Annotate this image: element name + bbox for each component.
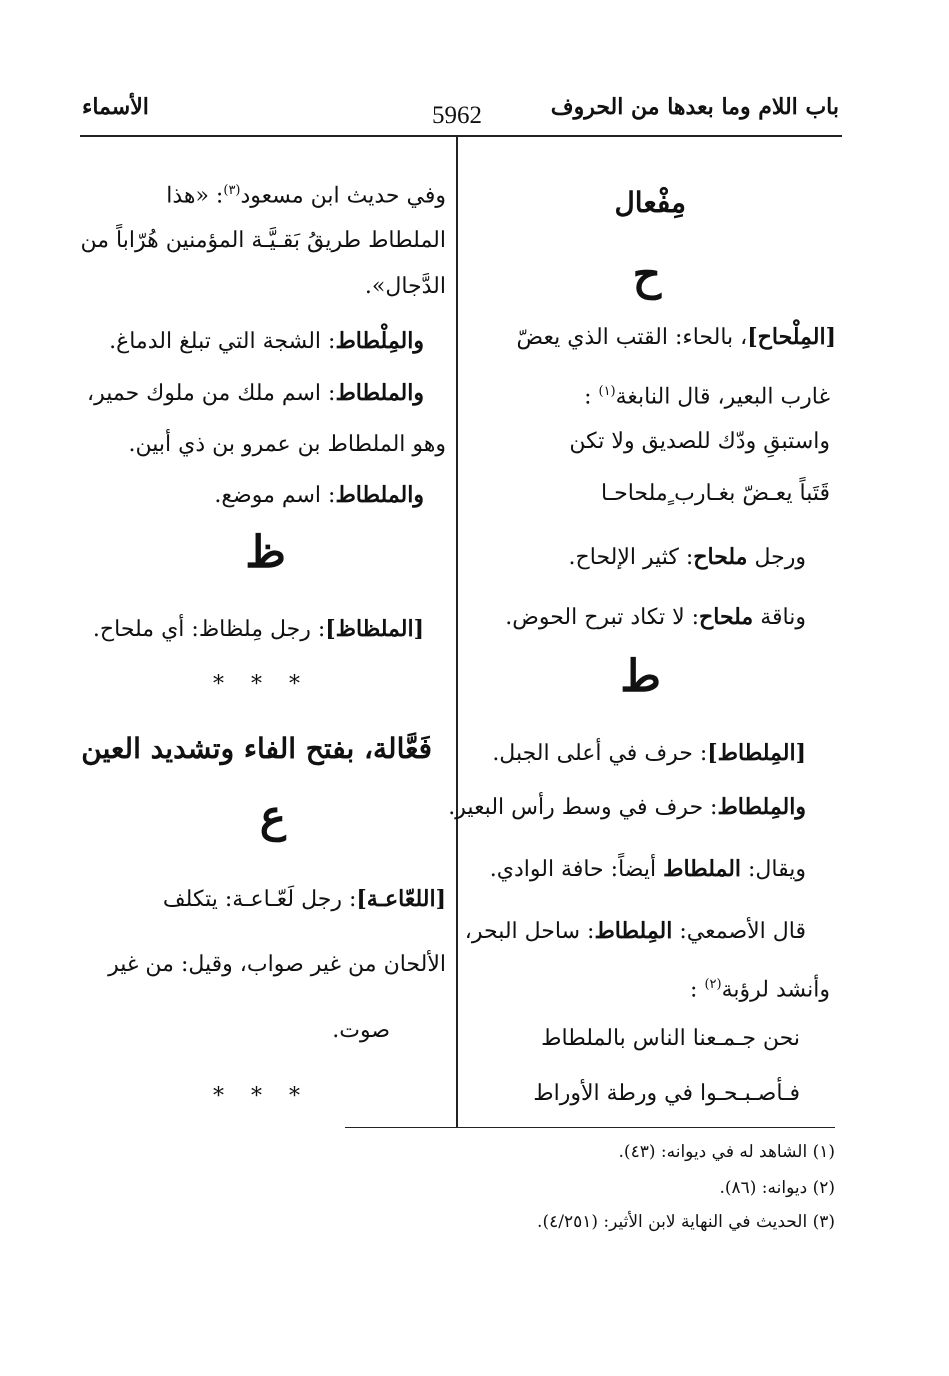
text: : رجل لَعّـاعـة: يتكلف xyxy=(162,887,357,912)
verse-line: قَتَباً يعـضّ بغـارب ٍملحاحـا xyxy=(600,481,830,506)
term: [الملظاظ] xyxy=(325,616,424,642)
verse-line: فـأصـبـحـوا في ورطة الأوراط xyxy=(533,1081,800,1106)
footnote-1: (١) الشاهد له في ديوانه: (٤٣). xyxy=(618,1142,835,1162)
footnote-ref[interactable]: (١) xyxy=(598,384,616,399)
entry-line xyxy=(505,600,806,635)
text: : «هذا xyxy=(166,183,224,209)
footnote-3: (٣) الحديث في النهاية لابن الأثير: (٤/٢٥١). xyxy=(537,1212,835,1232)
letter-ain: ع xyxy=(259,791,286,842)
section-title: الأسماء xyxy=(82,94,149,120)
text: : xyxy=(584,384,592,410)
text: : حرف في أعلى الجبل. xyxy=(492,741,708,766)
text: : xyxy=(690,977,698,1003)
term: ملحاح xyxy=(693,544,748,570)
heading-faala: فَعَّالة، بفتح الفاء وتشديد العين xyxy=(81,732,432,765)
text: : لا تكاد تبرح الحوض. xyxy=(505,605,700,630)
entry-line xyxy=(448,790,806,825)
footnote-ref[interactable]: (٣) xyxy=(223,183,241,198)
text: وناقة xyxy=(760,605,806,630)
header-rule xyxy=(80,135,842,137)
section-separator: * * * xyxy=(213,672,310,697)
text: : اسم ملك من ملوك حمير، xyxy=(86,381,336,406)
entry-line xyxy=(214,478,424,513)
heading-mifal: مِفْعال xyxy=(614,186,686,219)
entry-line xyxy=(584,375,830,414)
left-column xyxy=(80,140,446,1130)
letter-ha: ح xyxy=(632,249,661,300)
text: : رجل مِلظاظ: أي ملحاح. xyxy=(92,617,326,642)
entry-line xyxy=(109,324,424,359)
entry-miltat xyxy=(492,736,806,771)
text: : حرف في وسط رأس البعير. xyxy=(448,795,718,820)
hadith-line xyxy=(166,174,446,213)
entry-laaa xyxy=(163,882,446,917)
text: : الشجة التي تبلغ الدماغ. xyxy=(109,329,336,354)
text: : ساحل البحر، xyxy=(464,919,595,944)
text: ورجل xyxy=(754,545,806,570)
text: وفي حديث ابن مسعود xyxy=(240,183,446,209)
section-separator: * * * xyxy=(213,1084,310,1109)
verse-line: نحن جـمـعنا الناس بالملطاط xyxy=(541,1026,800,1051)
footnote-rule xyxy=(345,1127,835,1128)
page-number: 5962 xyxy=(432,102,482,129)
letter-ta: ط xyxy=(620,651,661,702)
text: ويقال: xyxy=(748,857,806,882)
definition: ، بالحاء: القتب الذي يعضّ xyxy=(516,325,748,350)
text: : كثير الإلحاح. xyxy=(568,545,694,570)
term: المِلطاط xyxy=(594,918,673,944)
entry-line xyxy=(490,852,806,887)
right-column xyxy=(448,140,836,1130)
term: والملطاط xyxy=(335,380,424,406)
term: [اللعّاعـة] xyxy=(356,886,446,912)
letter-za: ظ xyxy=(245,527,286,578)
entry-line xyxy=(465,914,806,949)
entry-line: وهو الملطاط بن عمرو بن ذي أبين. xyxy=(128,432,446,457)
entry-line xyxy=(569,540,806,575)
text: وأنشد لرؤبة xyxy=(721,977,830,1003)
footnote-ref[interactable]: (٢) xyxy=(704,977,722,992)
entry-line xyxy=(87,376,424,411)
term: والمِلطاط xyxy=(717,794,806,820)
text: : اسم موضع. xyxy=(214,483,336,508)
entry-line: صوت. xyxy=(332,1018,390,1043)
verse-line: واستبقِ ودّك للصديق ولا تكن xyxy=(569,429,830,454)
term: والمِلْطاط xyxy=(335,328,424,354)
footnote-2: (٢) ديوانه: (٨٦). xyxy=(719,1178,835,1198)
entry-line xyxy=(690,968,830,1007)
text: أيضاً: حافة الوادي. xyxy=(489,857,657,882)
term: [المِلطاط] xyxy=(707,740,806,766)
hadith-line: الملطاط طريقُ بَقـيَّـة المؤمنين هُرّاباً من xyxy=(80,228,446,253)
text: غارب البعير، قال النابغة xyxy=(615,384,830,410)
entry-line: الألحان من غير صواب، وقيل: من غير xyxy=(108,952,446,977)
hadith-line: الدَّجال». xyxy=(364,274,446,299)
term: والملطاط xyxy=(335,482,424,508)
entry-milhah xyxy=(517,320,836,355)
column-divider xyxy=(456,137,458,1127)
term: الملطاط xyxy=(663,856,742,882)
chapter-title: باب اللام وما بعدها من الحروف xyxy=(550,94,839,120)
term: [المِلْحاح] xyxy=(747,324,836,350)
term: ملحاح xyxy=(699,604,754,630)
entry-milzaz xyxy=(93,612,424,647)
text: قال الأصمعي: xyxy=(679,919,806,944)
